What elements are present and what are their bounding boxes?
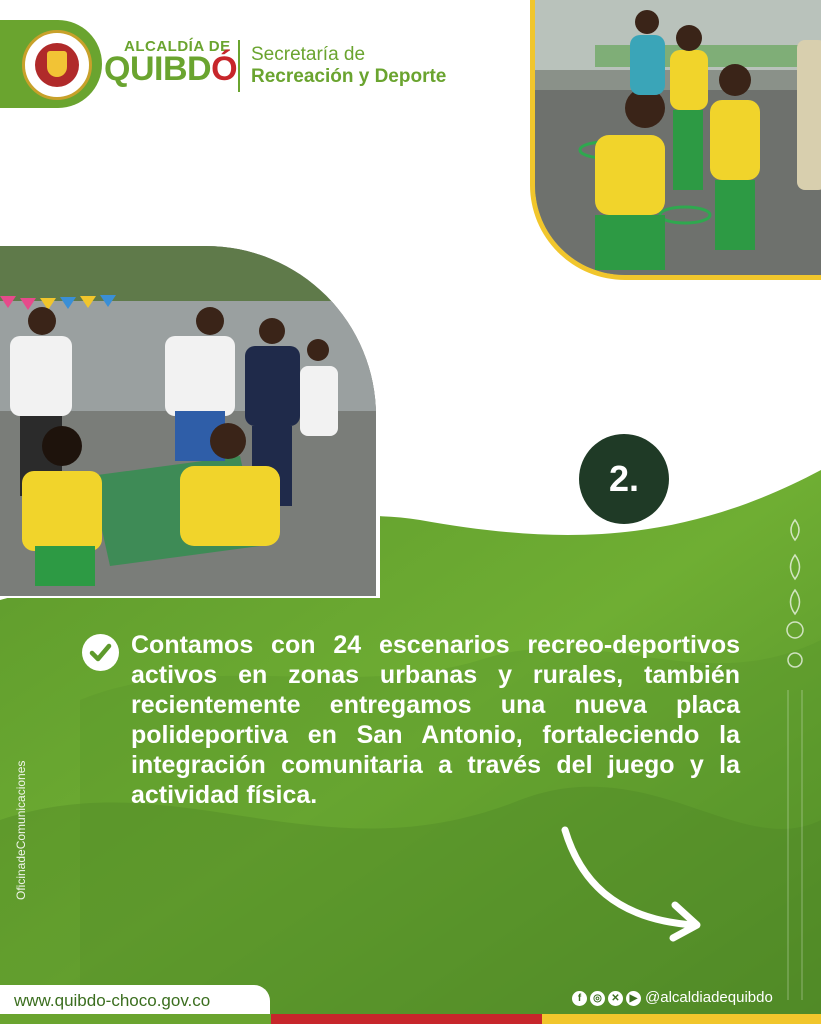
footer-color-bar — [0, 1014, 821, 1024]
facebook-icon[interactable]: f — [572, 991, 587, 1006]
website-link[interactable]: www.quibdo-choco.gov.co — [14, 991, 211, 1010]
municipal-seal-logo — [22, 30, 92, 100]
header-divider — [238, 40, 240, 92]
curved-arrow-icon — [555, 820, 715, 950]
step-number-badge: 2. — [579, 434, 669, 524]
instagram-icon[interactable]: ◎ — [590, 991, 605, 1006]
brand-main-text — [104, 50, 237, 89]
x-icon[interactable]: ✕ — [608, 991, 623, 1006]
office-credit-text: OficinadeComunicaciones — [14, 760, 28, 900]
social-handle[interactable]: @alcaldiadequibdo — [645, 989, 773, 1006]
photo-children-game-top — [530, 0, 821, 280]
main-description: Contamos con 24 escenarios recreo-deportivos activos en zonas urbanas y rurales, también recientemente entregamos una nueva placa polideportiva en San Antonio, fortaleciendo la integración comunitaria a través del juego y la actividad física. — [131, 631, 740, 809]
social-icons — [572, 989, 641, 1007]
photo-top-scene — [535, 0, 821, 280]
department-line2: Recreación y Deporte — [251, 66, 447, 87]
brand-top-text: ALCALDÍA DE — [124, 38, 231, 55]
department-line1: Secretaría de — [251, 44, 366, 65]
brand-main-part1: QUIBD — [104, 50, 212, 88]
youtube-icon[interactable]: ▶ — [626, 991, 641, 1006]
photo-adults-children-court — [0, 246, 376, 596]
checkmark-icon — [82, 634, 119, 671]
photo-left-scene — [0, 246, 376, 596]
seal-center — [35, 43, 79, 87]
coat-of-arms-icon — [47, 51, 67, 77]
brand-main-accent: Ó — [211, 50, 238, 88]
